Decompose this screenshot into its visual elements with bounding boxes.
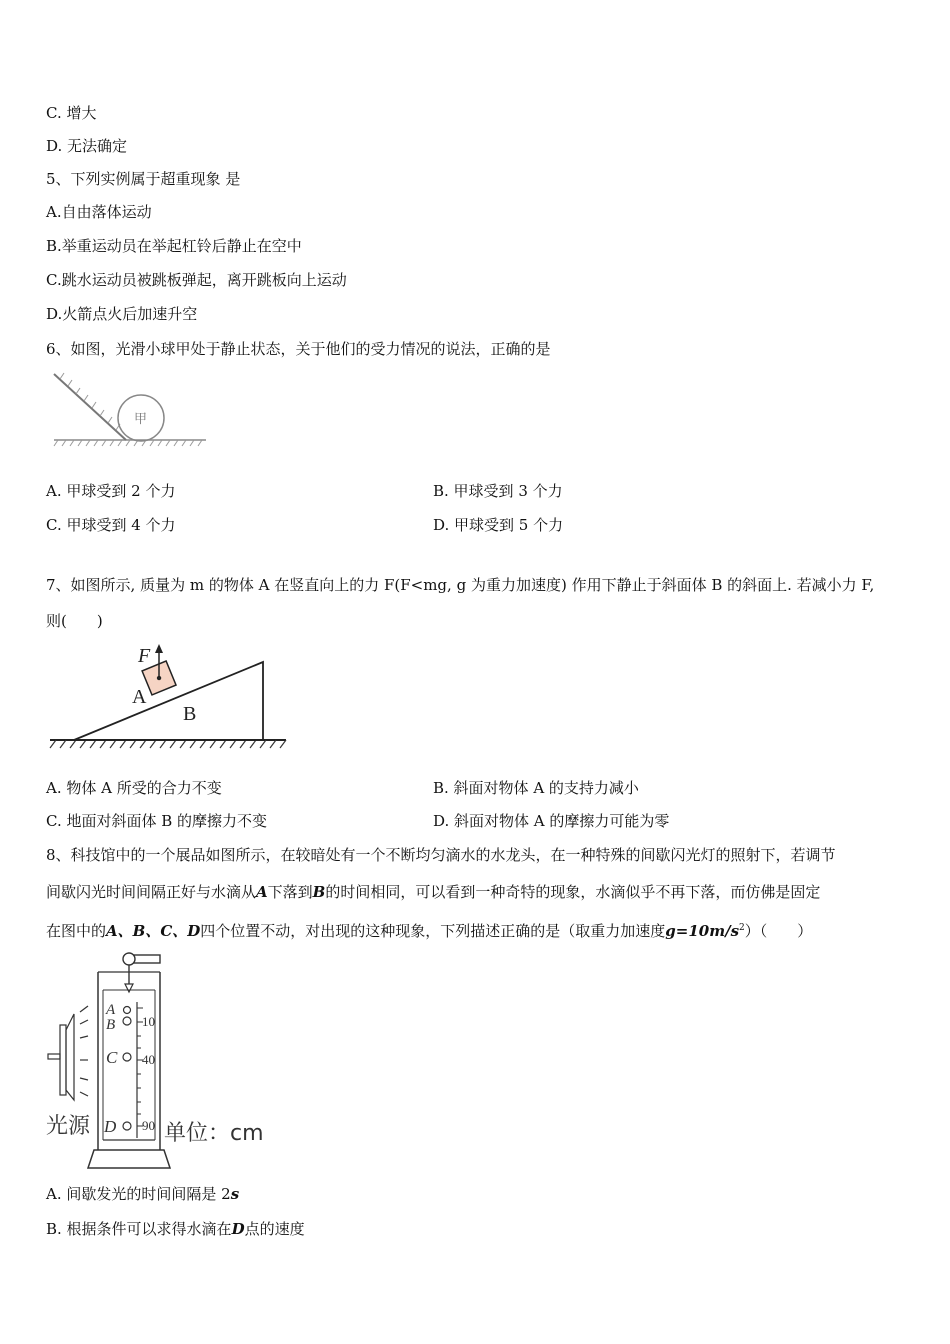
q7-option-b: B. 斜面对物体 A 的支持力减小: [433, 779, 639, 797]
q7-block-label: A: [132, 686, 147, 708]
q4-option-c: C. 增大: [46, 104, 97, 122]
q5-option-c: C.跳水运动员被跳板弹起，离开跳板向上运动: [46, 271, 347, 289]
q8-option-b: B. 根据条件可以求得水滴在D点的速度: [46, 1220, 305, 1238]
q8-tick-90: 90: [142, 1118, 155, 1133]
q6-option-d: D. 甲球受到 5 个力: [433, 516, 564, 534]
q7-force-label: F: [138, 645, 151, 667]
q6-ball-label: 甲: [134, 412, 148, 427]
q6-figure: [46, 368, 211, 453]
q7-option-c: C. 地面对斜面体 B 的摩擦力不变: [46, 812, 268, 830]
q6-option-b: B. 甲球受到 3 个力: [433, 482, 563, 500]
q5-option-a: A.自由落体运动: [46, 203, 152, 221]
q8-option-a: A. 间歇发光的时间间隔是 2s: [46, 1185, 240, 1203]
q8-point-b: B: [106, 1017, 116, 1033]
q6-stem: 6、如图，光滑小球甲处于静止状态，关于他们的受力情况的说法，正确的是: [46, 340, 551, 358]
q8-point-d: D: [104, 1117, 117, 1136]
q8-light-source-label: 光源: [46, 1114, 91, 1139]
q6-option-a: A. 甲球受到 2 个力: [46, 482, 176, 500]
q8-tick-10: 10: [142, 1014, 155, 1029]
q8-stem-line1: 8、科技馆中的一个展品如图所示，在较暗处有一个不断均匀滴水的水龙头，在一种特殊的间歇闪光灯的照射下，若调节: [46, 846, 836, 864]
q7-option-a: A. 物体 A 所受的合力不变: [46, 779, 222, 797]
q5-stem: 5、下列实例属于超重现象 是: [46, 170, 241, 188]
q7-stem-line1: 7、如图所示, 质量为 m 的物体 A 在竖直向上的力 F(F<mg, g 为重力加速度) 作用下静止于斜面体 B 的斜面上. 若减小力 F,: [46, 576, 875, 594]
q7-stem-line2: 则( ): [46, 612, 103, 630]
q8-tick-40: 40: [142, 1052, 155, 1067]
q4-option-d: D. 无法确定: [46, 137, 128, 155]
q5-option-b: B.举重运动员在举起杠铃后静止在空中: [46, 237, 302, 255]
q7-option-d: D. 斜面对物体 A 的摩擦力可能为零: [433, 812, 670, 830]
q7-incline-label: B: [183, 703, 197, 725]
q6-option-c: C. 甲球受到 4 个力: [46, 516, 176, 534]
q7-figure: [46, 640, 291, 750]
q8-point-a: A: [106, 1002, 116, 1018]
q8-unit-label: 单位：cm: [164, 1121, 264, 1146]
q5-option-d: D.火箭点火后加速升空: [46, 305, 198, 323]
q8-stem-line3: 在图中的A、B、C、D四个位置不动，对出现的这种现象，下列描述正确的是（取重力加速度$g=10m/s^2$）（ ）: [46, 922, 813, 940]
q8-stem-line2: 间歇闪光时间间隔正好与水滴从A下落到B的时间相同，可以看到一种奇特的现象，水滴似乎不再下落，而仿佛是固定: [46, 883, 821, 901]
q8-point-c: C: [106, 1048, 118, 1067]
q8-figure: [46, 950, 281, 1175]
